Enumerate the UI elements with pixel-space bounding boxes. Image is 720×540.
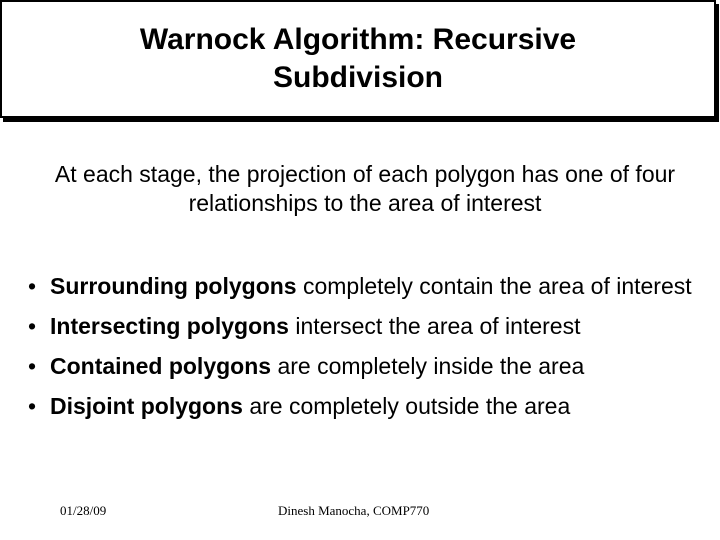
bullet-description: intersect the area of interest <box>288 313 581 339</box>
bullet-item-contained <box>28 352 708 381</box>
bullet-dot-icon: • <box>28 313 37 339</box>
title-box <box>0 0 716 118</box>
bullet-dot-icon: • <box>28 353 37 379</box>
bullet-item-intersecting <box>28 312 708 341</box>
footer-date: 01/28/09 <box>60 503 107 518</box>
bullet-dot-icon: • <box>28 393 37 419</box>
footer-author: Dinesh Manocha, COMP770 <box>278 503 430 518</box>
bullet-list <box>28 272 708 432</box>
slide-title: Warnock Algorithm: Recursive Subdivision <box>139 23 577 94</box>
bullet-item-disjoint <box>28 392 708 421</box>
bullet-description: completely contain the area of interest <box>296 273 692 299</box>
bullet-dot-icon: • <box>28 273 37 299</box>
intro-text: At each stage, the projection of each polygon has one of four relationships to the area of interest <box>54 161 676 216</box>
bullet-description: are completely inside the area <box>271 353 585 379</box>
bullet-description: are completely outside the area <box>242 393 571 419</box>
bullet-term: Contained polygons <box>50 353 272 379</box>
bullet-term: Surrounding polygons <box>50 273 297 299</box>
bullet-term: Intersecting polygons <box>50 313 289 339</box>
bullet-term: Disjoint polygons <box>50 393 243 419</box>
bullet-item-surrounding <box>28 272 708 301</box>
